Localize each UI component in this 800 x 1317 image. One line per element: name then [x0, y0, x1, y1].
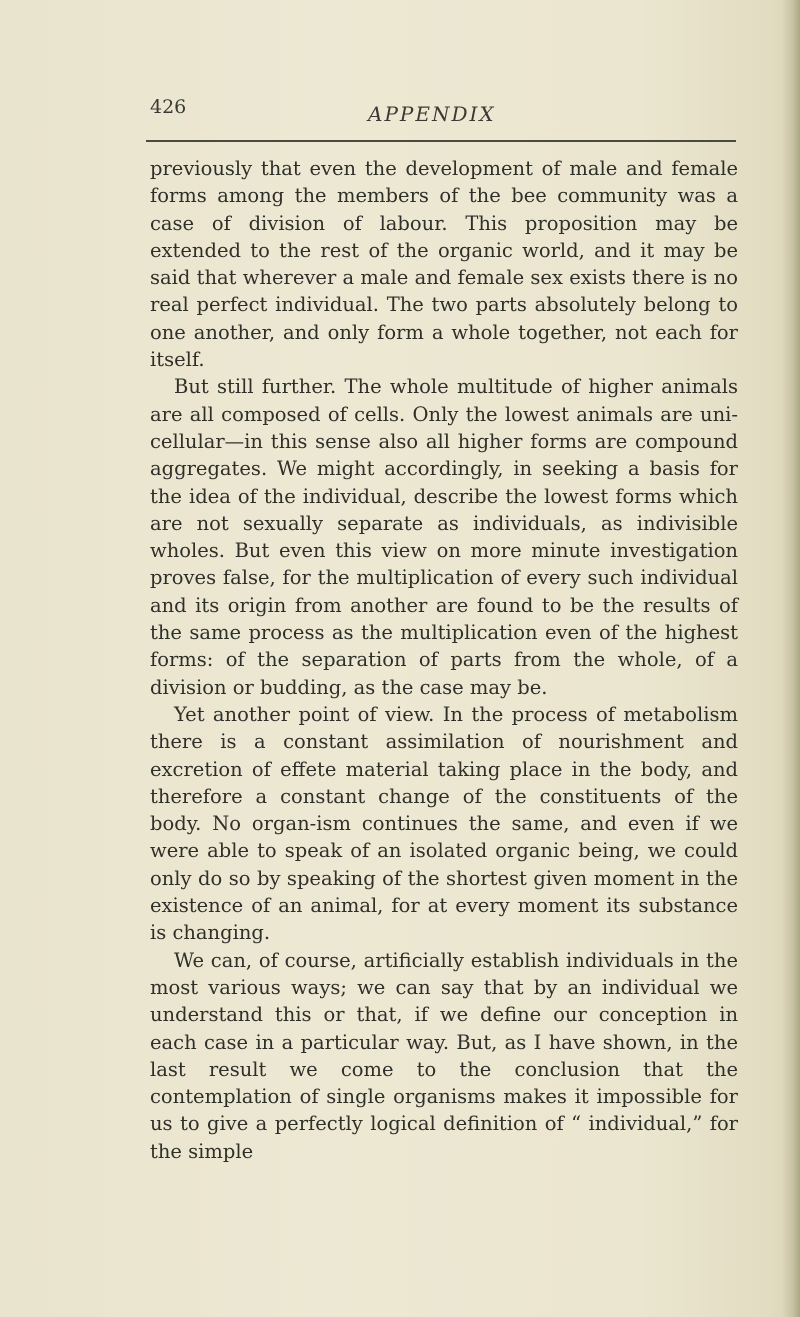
header-rule [146, 140, 736, 142]
body-text [150, 155, 738, 1165]
paragraph: Yet another point of view. In the process of metabolism there is a constant assimilation of nourishment and excretion of effete material taking place in the body, and therefore a constant change of the constituents of the body. No organ-ism continues the same, and even if we were able to speak of an isolated organic being, we could only do so by speaking of the shortest given moment in the existence of an animal, for at every moment its substance is changing. [150, 702, 738, 945]
page-edge-shadow [782, 0, 800, 1317]
paragraph-continued: previously that even the development of male and female forms among the members of the bee community was a case of division of labour. This proposition may be extended to the rest of the organic world, and it may be said that wherever a male and female sex exists there is no real perfect individual. The two parts absolutely belong to one another, and only form a whole together, not each for itself. [150, 157, 738, 372]
paragraph: But still further. The whole multitude of higher animals are all composed of cells. Only the lowest animals are uni-cellular—in this sense also all higher forms are compound aggregates. We might accordingly, in seeking a basis for the idea of the individual, describe the lowest forms which are not sexually separate as individuals, as indivisible wholes. But even this view on more minute investigation proves false, for the multiplication of every such individual and its origin from another are found to be the results of the same process as the multiplication even of the highest forms: of the separation of parts from the whole, of a division or budding, as the case may be. [150, 375, 738, 699]
page-number: 426 [150, 96, 187, 118]
page-header [142, 96, 736, 136]
running-head: APPENDIX [368, 102, 496, 126]
paragraph: We can, of course, artificially establish individuals in the most various ways; we can say that by an individual we understand this or that, if we define our conception in each case in a particular way. But, as I have shown, in the last result we come to the conclusion that the contemplation of single organisms makes it impossible for us to give a perfectly logical definition of “ individual,” for the simple [150, 948, 738, 1163]
